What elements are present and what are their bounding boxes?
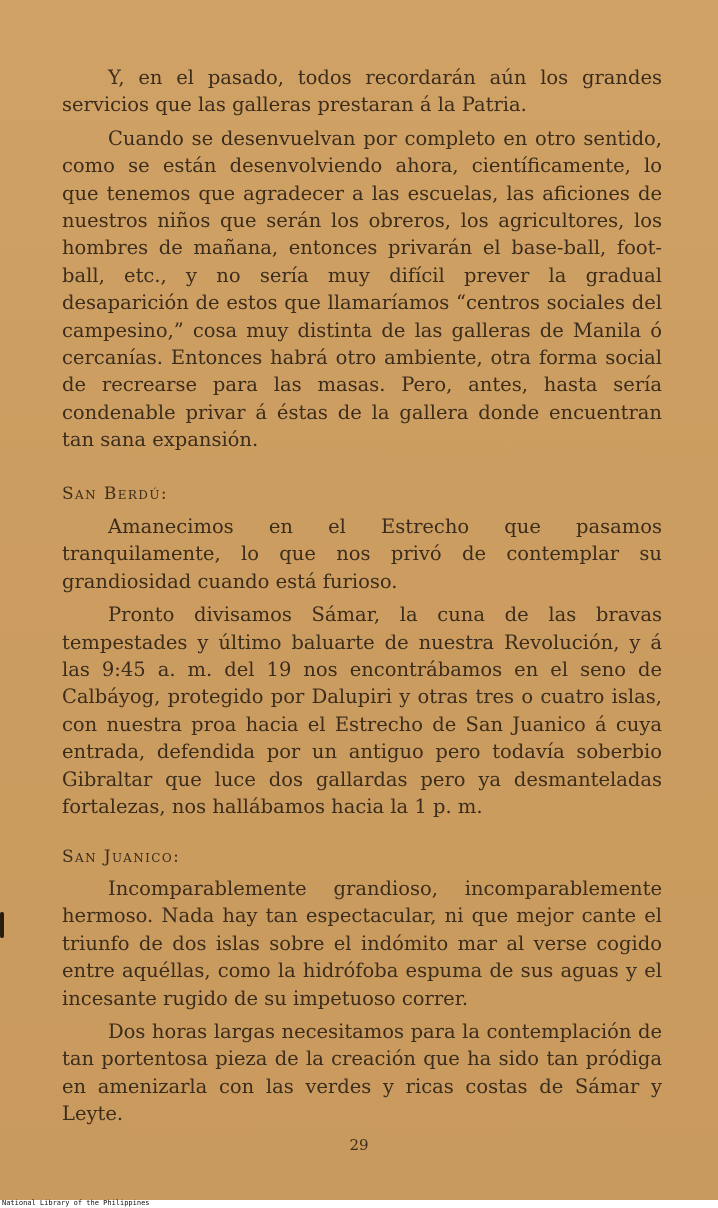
paragraph: Y, en el pasado, todos recordarán aún los grandes servicios que las galleras prestaran á la Patria. bbox=[62, 66, 662, 117]
section-heading-san-juanico: San Juanico: bbox=[62, 847, 181, 867]
page-number: 29 bbox=[349, 1136, 369, 1154]
library-footer: National Library of the Philippines bbox=[2, 1199, 150, 1207]
paragraph: Amanecimos en el Estrecho que pasamos tranquilamente, lo que nos privó de contemplar su grandiosidad cuando está furioso. bbox=[62, 515, 662, 593]
section-san-juanico-text bbox=[62, 875, 662, 1128]
paragraph: Incomparablemente grandioso, incomparablemente hermoso. Nada hay tan espectacular, ni que mejor cante el triunfo de dos islas sobre el indómito mar al verse cogido entre aquéllas, como la hidrófoba espuma de sus aguas y el incesante rugido de su impetuoso correr. bbox=[62, 877, 662, 1010]
paragraph: Dos horas largas necesitamos para la contemplación de tan portentosa pieza de la creación que ha sido tan pródiga en amenizarla con las verdes y ricas costas de Sámar y Leyte. bbox=[62, 1020, 662, 1126]
binding-edge-mark bbox=[0, 912, 4, 938]
intro-text bbox=[62, 64, 662, 454]
section-san-berdu-text bbox=[62, 513, 662, 820]
paragraph: Cuando se desenvuelvan por completo en otro sentido, como se están desenvolviendo ahora, científicamente, lo que tenemos que agradecer a las escuelas, las aficiones de nuestros niños que serán los obreros, los agricultores, los hombres de mañana, entonces privarán el base-ball, foot-ball, etc., y no sería muy difícil prever la gradual desaparición de estos que llamaríamos “centros sociales del campesino,” cosa muy distinta de las galleras de Manila ó cercanías. Entonces habrá otro ambiente, otra forma social de recrearse para las masas. Pero, antes, hasta sería condenable privar á éstas de la gallera donde encuentran tan sana expansión. bbox=[62, 126, 662, 452]
paragraph: Pronto divisamos Sámar, la cuna de las bravas tempestades y último baluarte de nuestra Revolución, y á las 9:45 a. m. del 19 nos encontrábamos en el seno de Calbáyog, protegido por Dalupiri y otras tres o cuatro islas, con nuestra proa hacia el Estrecho de San Juanico á cuya entrada, defendida por un antiguo pero todavía soberbio Gibraltar que luce dos gallardas pero ya desmanteladas fortalezas, nos hallábamos hacia la 1 p. m. bbox=[62, 603, 662, 819]
section-heading-san-berdu: San Berdú: bbox=[62, 484, 168, 504]
